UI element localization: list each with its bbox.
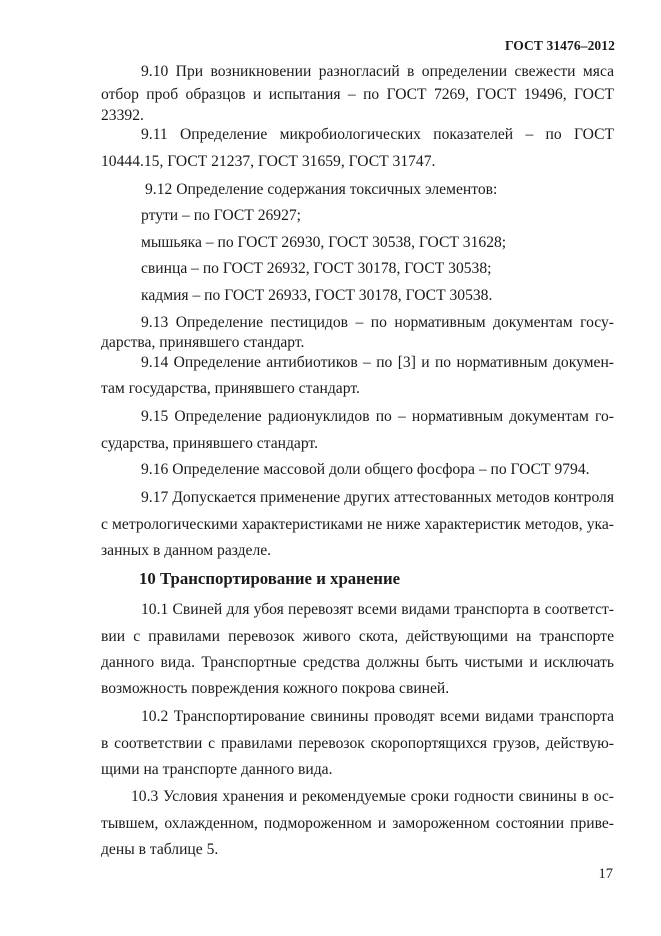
text-line: в соответствии с правилами перевозок скоропортящихся грузов, действую- [101, 735, 614, 752]
document-header: ГОСТ 31476–2012 [504, 38, 615, 53]
text-line: вии с правилами перевозок живого скота, действующими на транспорте [101, 628, 614, 645]
text-line: 9.16 Определение массовой доли общего фосфора – по ГОСТ 9794. [141, 461, 590, 478]
text-line: 10.3 Условия хранения и рекомендуемые сроки годности свинины в ос- [131, 788, 614, 805]
text-line: 9.10 При возникновении разногласий в определении свежести мяса [141, 63, 614, 80]
text-line: свинца – по ГОСТ 26932, ГОСТ 30178, ГОСТ 30538; [141, 260, 492, 277]
text-line: 9.17 Допускается применение других аттестованных методов контроля [141, 489, 614, 506]
text-line: 9.12 Определение содержания токсичных элементов: [145, 181, 498, 198]
text-line: 10.2 Транспортирование свинины проводят всеми видами транспорта [141, 708, 614, 725]
text-line: 9.13 Определение пестицидов – по нормативным документам госу- [141, 314, 614, 331]
section-heading: 10 Транспортирование и хранение [139, 569, 401, 588]
page-number: 17 [598, 866, 613, 882]
text-line: щими на транспорте данного вида. [101, 761, 333, 778]
text-line: 9.14 Определение антибиотиков – по [3] и по нормативным докумен- [141, 354, 614, 371]
text-line: тывшем, охлажденном, подмороженном и замороженном состоянии приве- [101, 815, 614, 832]
text-line: там государства, принявшего стандарт. [101, 380, 360, 397]
text-line: дарства, принявшего стандарт. [101, 334, 305, 351]
text-line: возможность повреждения кожного покрова свиней. [101, 680, 450, 697]
text-line: с метрологическими характеристиками не ниже характеристик методов, ука- [101, 516, 614, 533]
text-line: 10.1 Свиней для убоя перевозят всеми видами транспорта в соответст- [141, 601, 614, 618]
text-line: сударства, принявшего стандарт. [101, 435, 318, 452]
text-line: 10444.15, ГОСТ 21237, ГОСТ 31659, ГОСТ 31747. [101, 153, 436, 170]
text-line: данного вида. Транспортные средства должны быть чистыми и исключать [101, 654, 614, 671]
text-line: 23392. [101, 107, 144, 124]
text-line: ртути – по ГОСТ 26927; [141, 207, 302, 224]
text-line: 9.15 Определение радионуклидов по – нормативным документам го- [141, 408, 614, 425]
text-line: отбор проб образцов и испытания – по ГОСТ 7269, ГОСТ 19496, ГОСТ [101, 86, 614, 103]
text-line: дены в таблице 5. [101, 841, 219, 858]
text-line: занных в данном разделе. [101, 542, 272, 559]
text-line: кадмия – по ГОСТ 26933, ГОСТ 30178, ГОСТ 30538. [141, 287, 493, 304]
text-line: мышьяка – по ГОСТ 26930, ГОСТ 30538, ГОСТ 31628; [141, 234, 507, 251]
text-line: 9.11 Определение микробиологических показателей – по ГОСТ [141, 126, 614, 143]
